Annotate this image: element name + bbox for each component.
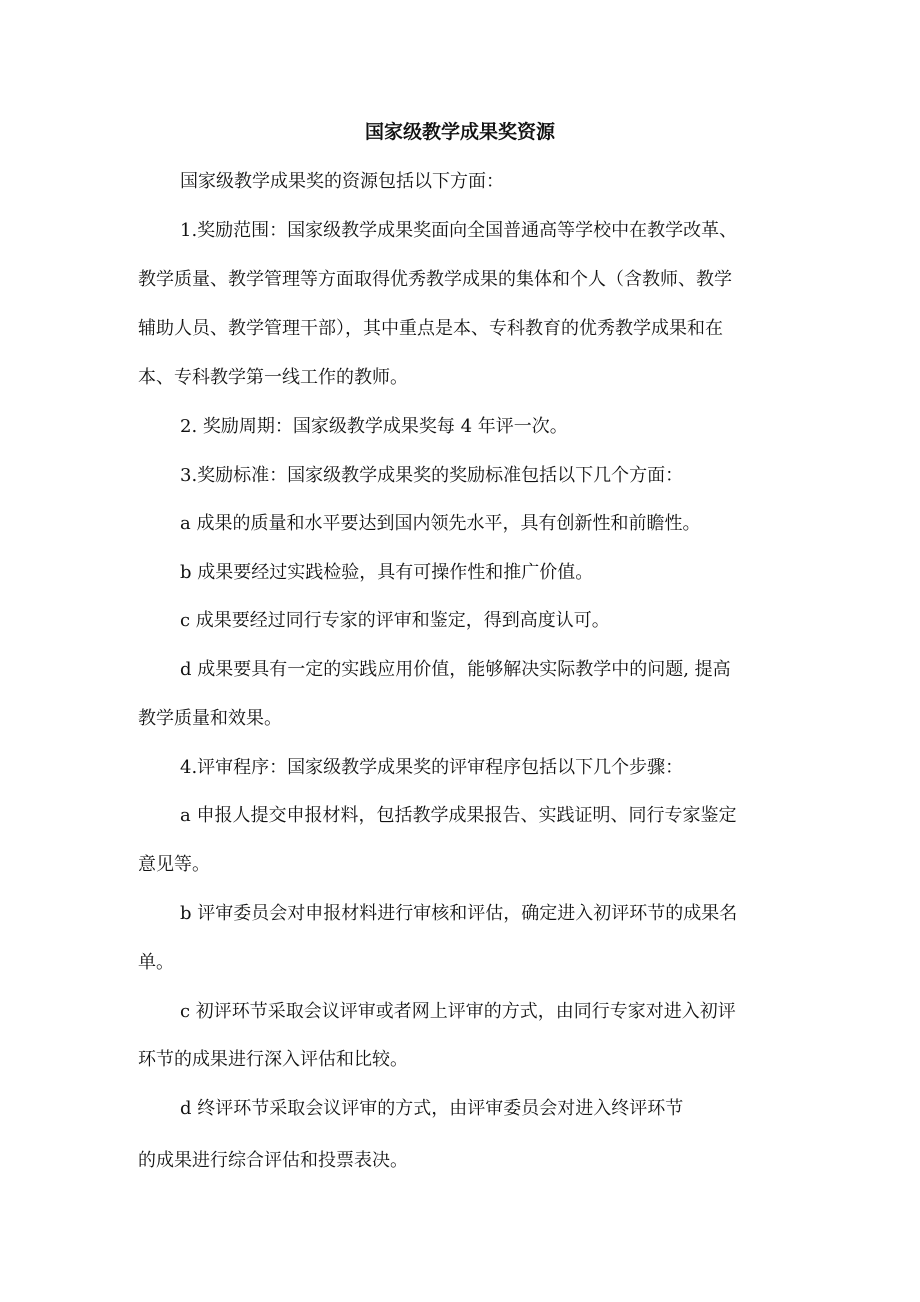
item2-paragraph: 2. 奖励周期：国家级教学成果奖每 4 年评一次。 [180,416,568,437]
item4-d-line2: 的成果进行综合评估和投票表决。 [138,1150,408,1171]
item4-a-line2: 意见等。 [138,854,210,875]
item3-c: c 成果要经过同行专家的评审和鉴定，得到高度认可。 [180,610,610,631]
item1-line1: 1.奖励范围：国家级教学成果奖面向全国普通高等学校中在教学改革、 [180,220,738,241]
item3-b: b 成果要经过实践检验，具有可操作性和推广价值。 [180,562,594,583]
item3-d-line2: 教学质量和效果。 [138,708,282,729]
item1-line3: 辅助人员、教学管理干部），其中重点是本、专科教育的优秀教学成果和在 [138,318,723,339]
item4-a-line1: a 申报人提交申报材料，包括教学成果报告、实践证明、同行专家鉴定 [180,805,737,826]
item4-d-line1: d 终评环节采取会议评审的方式，由评审委员会对进入终评环节 [180,1098,684,1119]
item4-b-line1: b 评审委员会对申报材料进行审核和评估，确定进入初评环节的成果名 [180,903,738,924]
item3-heading: 3.奖励标准：国家级教学成果奖的奖励标准包括以下几个方面： [180,465,684,486]
item4-c-line2: 环节的成果进行深入评估和比较。 [138,1049,408,1070]
item3-a: a 成果的质量和水平要达到国内领先水平，具有创新性和前瞻性。 [180,513,701,534]
item1-line2: 教学质量、教学管理等方面取得优秀教学成果的集体和个人（含教师、教学 [138,269,732,290]
intro-paragraph: 国家级教学成果奖的资源包括以下方面： [180,171,504,192]
item4-c-line1: c 初评环节采取会议评审或者网上评审的方式，由同行专家对进入初评 [180,1001,736,1022]
document-title: 国家级教学成果奖资源 [364,121,555,143]
item4-heading: 4.评审程序：国家级教学成果奖的评审程序包括以下几个步骤： [180,757,684,778]
item3-d-line1: d 成果要具有一定的实践应用价值，能够解决实际教学中的问题, 提高 [180,659,731,680]
item4-b-line2: 单。 [138,952,174,973]
item1-line4: 本、专科教学第一线工作的教师。 [138,367,408,388]
